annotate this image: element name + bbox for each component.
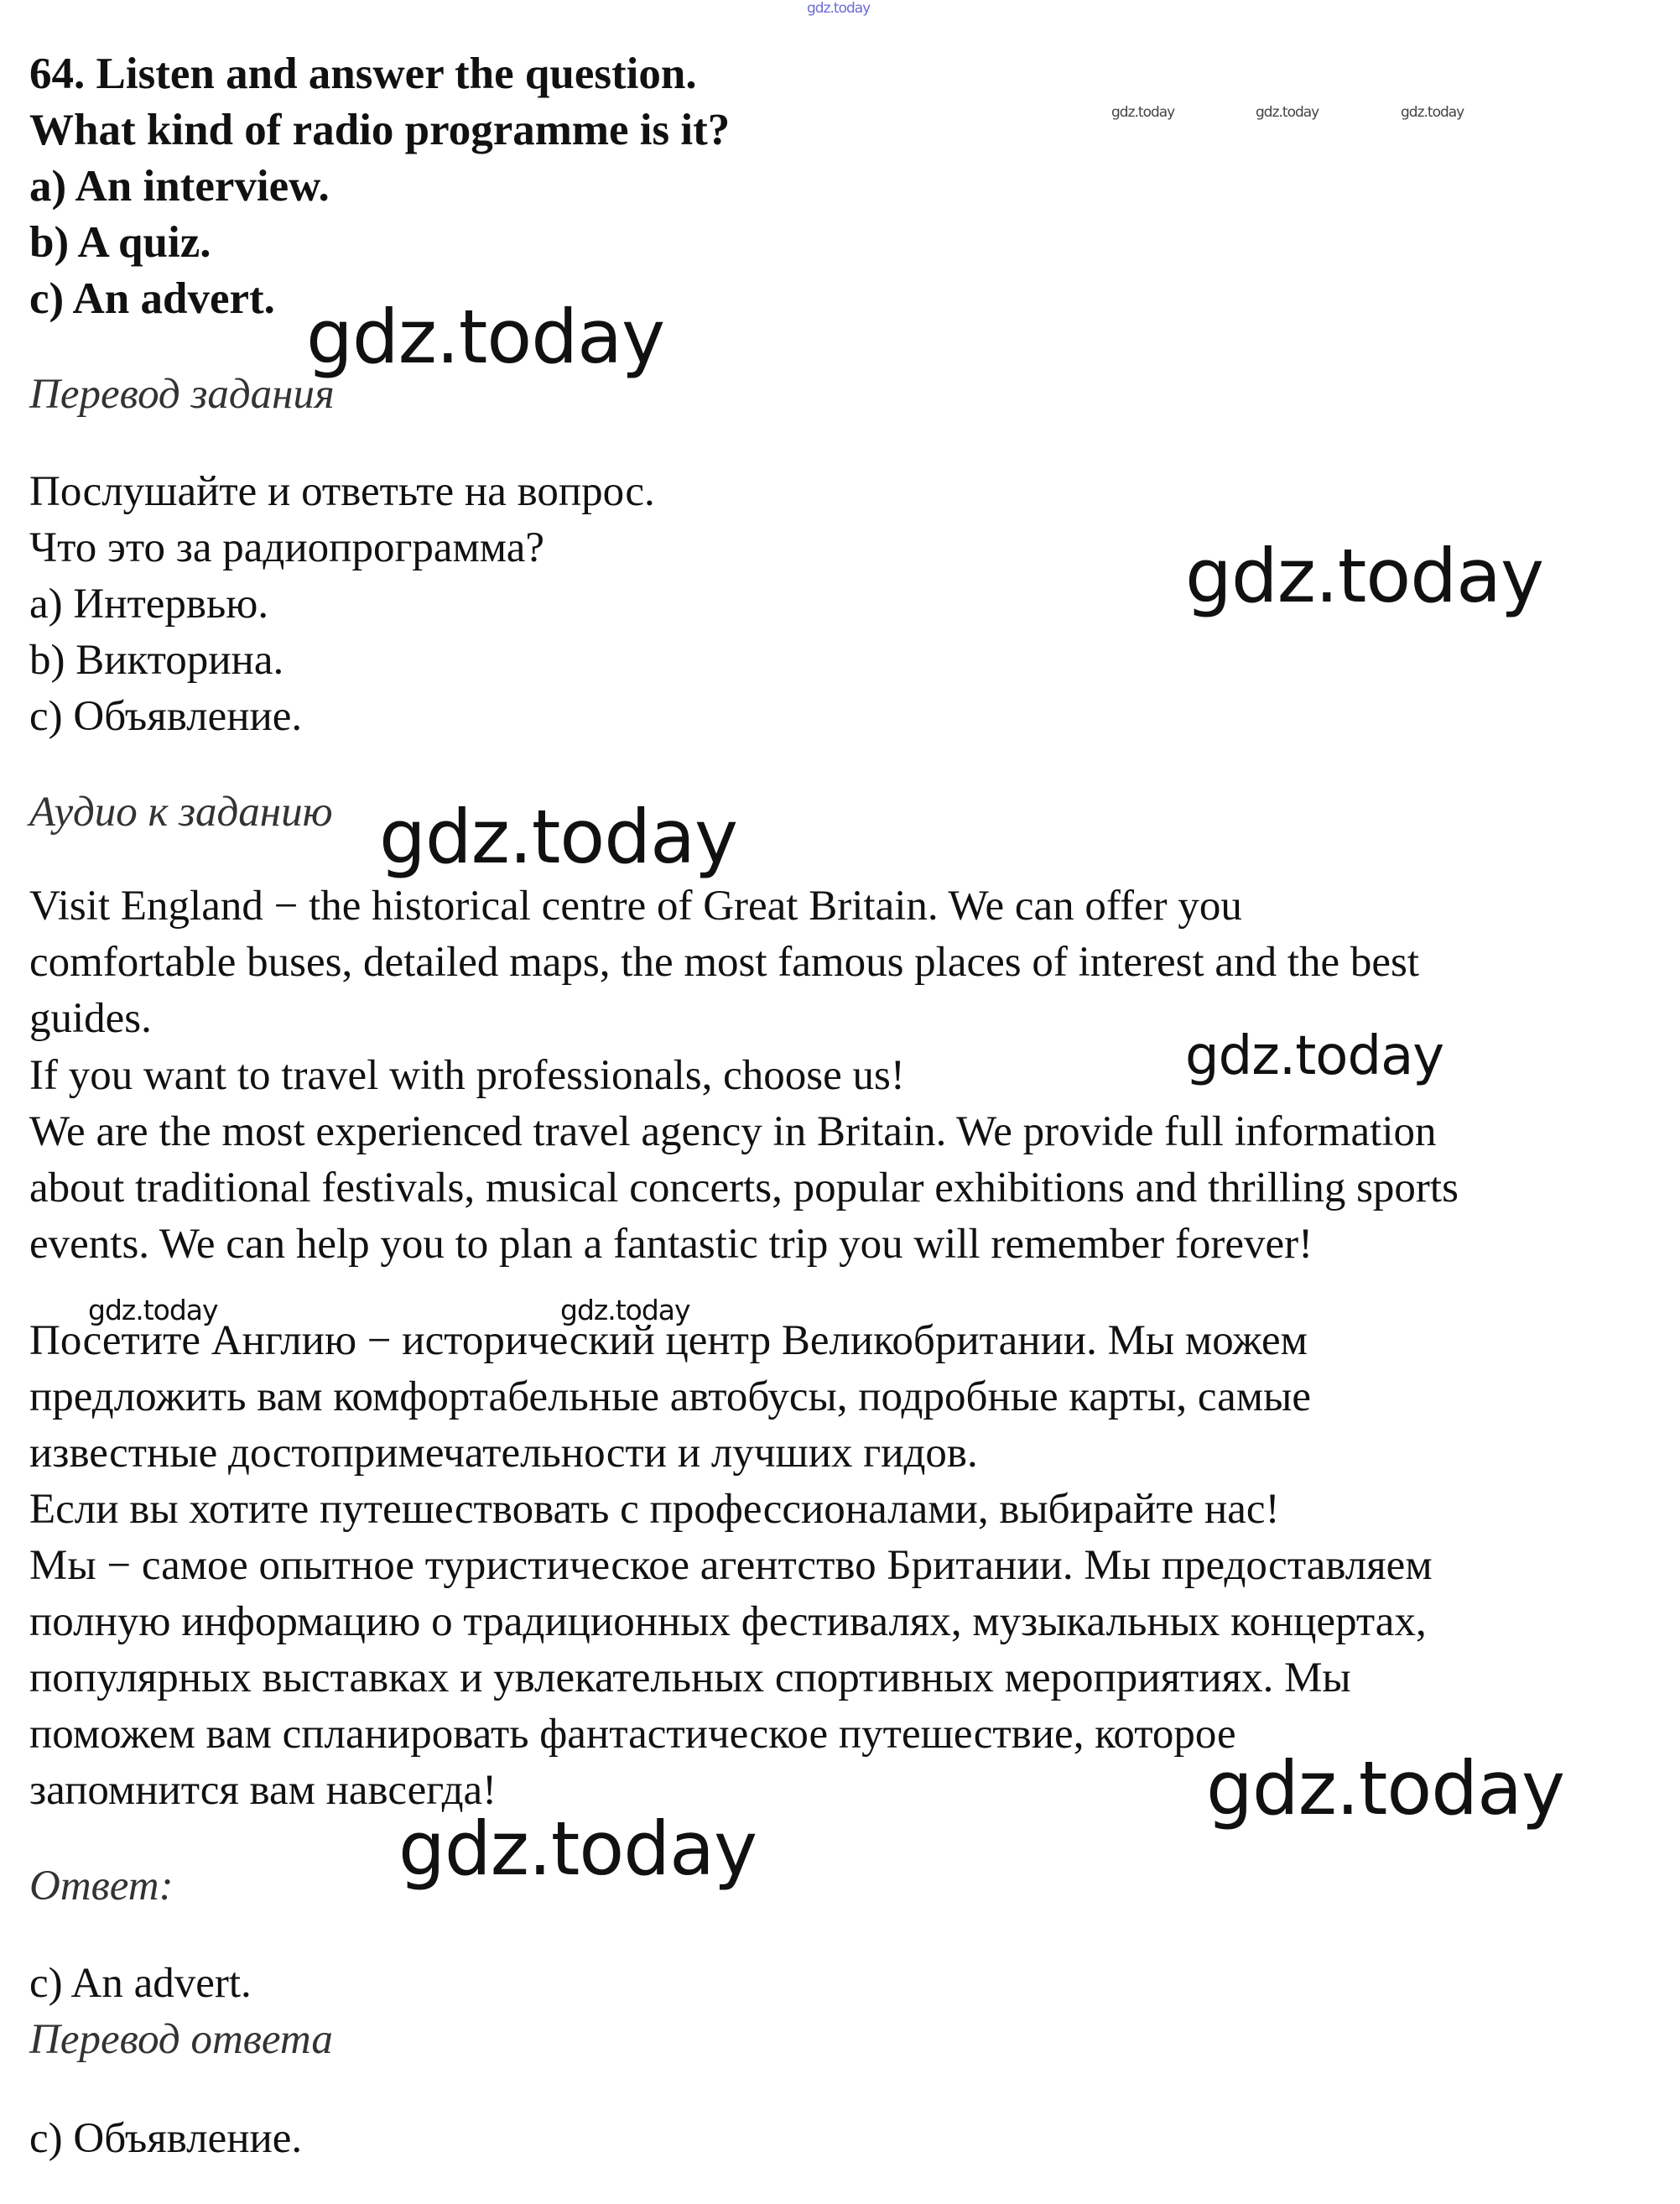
audio-line-5: We are the most experienced travel agency in Britain. We provide full information	[29, 1108, 1437, 1155]
audio-line-4: If you want to travel with professionals, choose us!	[29, 1052, 905, 1099]
translation-line-3: a) Интервью.	[29, 581, 269, 628]
audio-line-1: Visit England − the historical centre of Great Britain. We can offer you	[29, 883, 1242, 930]
translation-line-5: c) Объявление.	[29, 693, 303, 740]
audio-line-7: events. We can help you to plan a fantastic trip you will remember forever!	[29, 1221, 1313, 1268]
translation-line-1: Послушайте и ответьте на вопрос.	[29, 468, 655, 515]
audio-translation-line-3: известные достопримечательности и лучших гидов.	[29, 1430, 978, 1477]
audio-translation-line-6: полную информацию о традиционных фестивалях, музыкальных концертах,	[29, 1598, 1427, 1645]
watermark-small-3: gdz.today	[1401, 104, 1464, 121]
audio-label: Аудио к заданию	[29, 789, 333, 836]
watermark-big-4: gdz.today	[1206, 1745, 1565, 1831]
audio-line-6: about traditional festivals, musical concerts, popular exhibitions and thrilling sports	[29, 1165, 1459, 1211]
watermark-big-5: gdz.today	[398, 1805, 757, 1892]
translation-label: Перевод задания	[29, 371, 335, 418]
audio-translation-line-7: популярных выставках и увлекательных спортивных мероприятиях. Мы	[29, 1654, 1351, 1701]
task-option-c: c) An advert.	[29, 274, 275, 323]
watermark-big-3: gdz.today	[379, 794, 738, 880]
task-option-a: a) An interview.	[29, 162, 330, 211]
audio-translation-line-8: поможем вам спланировать фантастическое путешествие, которое	[29, 1711, 1236, 1758]
watermark-small-2: gdz.today	[1256, 104, 1319, 121]
watermark-big-2: gdz.today	[1185, 533, 1544, 619]
watermark-top: gdz.today	[807, 0, 871, 17]
watermark-small-4: gdz.today	[88, 1294, 218, 1326]
watermark-big-1: gdz.today	[306, 294, 665, 380]
answer-translation-text: c) Объявление.	[29, 2115, 303, 2162]
watermark-small-5: gdz.today	[560, 1294, 690, 1326]
translation-line-4: b) Викторина.	[29, 637, 284, 684]
task-option-b: b) A quiz.	[29, 218, 211, 267]
task-title-line-2: What kind of radio programme is it?	[29, 106, 731, 154]
audio-translation-line-5: Мы − самое опытное туристическое агентство Британии. Мы предоставляем	[29, 1542, 1433, 1589]
translation-line-2: Что это за радиопрограмма?	[29, 524, 544, 571]
answer-text: c) An advert.	[29, 1960, 252, 2007]
watermark-mid-1: gdz.today	[1185, 1025, 1444, 1087]
audio-translation-line-9: запомнится вам навсегда!	[29, 1767, 497, 1814]
audio-line-3: guides.	[29, 995, 152, 1042]
audio-line-2: comfortable buses, detailed maps, the most famous places of interest and the best	[29, 939, 1420, 986]
audio-translation-line-1: Посетите Англию − исторический центр Великобритании. Мы можем	[29, 1317, 1308, 1364]
audio-translation-line-4: Если вы хотите путешествовать с профессионалами, выбирайте нас!	[29, 1486, 1280, 1533]
watermark-small-1: gdz.today	[1111, 104, 1175, 121]
audio-translation-line-2: предложить вам комфортабельные автобусы, подробные карты, самые	[29, 1373, 1311, 1420]
task-title-line-1: 64. Listen and answer the question.	[29, 49, 697, 98]
answer-translation-label: Перевод ответа	[29, 2016, 333, 2063]
answer-label: Ответ:	[29, 1863, 174, 1910]
